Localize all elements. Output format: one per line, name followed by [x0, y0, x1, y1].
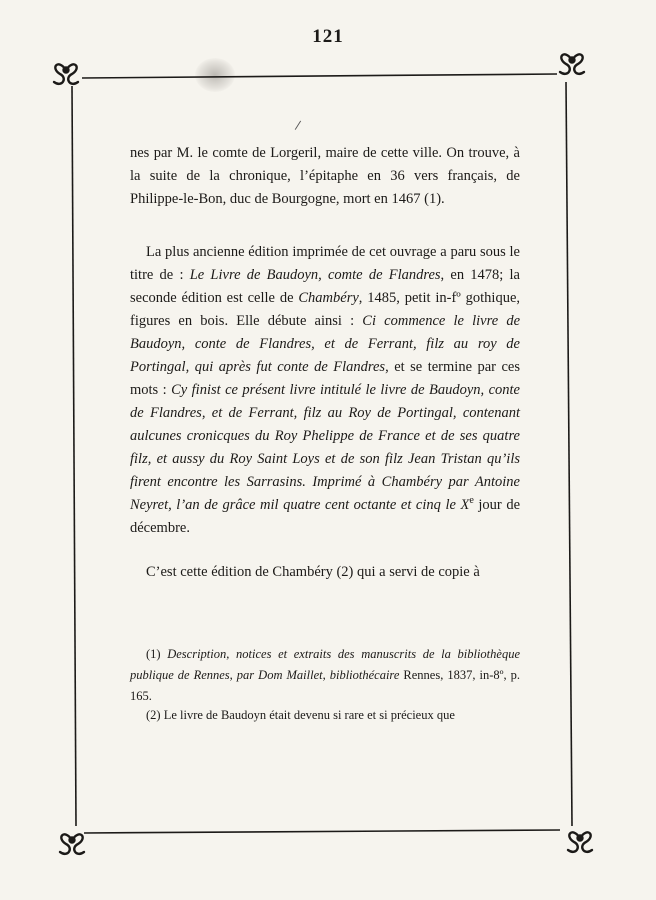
- frame-left-line: [72, 86, 76, 826]
- corner-ornament-top-left-icon: [54, 64, 78, 84]
- text-segment: , 1485, petit in-fº gothique, figures en bois. Elle débute ainsi :: [130, 290, 520, 329]
- text-segment: La plus ancienne édition imprimée de cet ouvrage a paru sous le titre de :: [130, 244, 520, 283]
- stray-mark: /: [294, 117, 302, 133]
- text-segment: , et se termine par ces mots :: [130, 359, 520, 398]
- corner-ornament-bottom-left-icon: [60, 834, 84, 854]
- corner-ornament-bottom-right-icon: [568, 832, 592, 852]
- text-segment: , en 1478; la seconde édition est celle de: [130, 267, 520, 306]
- footnote-2: (2) Le livre de Baudoyn était devenu si rare et si précieux que: [146, 708, 455, 722]
- frame-right-line: [566, 82, 572, 826]
- text-segment: jour de décembre: [130, 497, 521, 536]
- paragraph-chambery-edition: C’est cette édition de Chambéry (2) qui a servi de copie à: [146, 564, 480, 580]
- paragraph-edition-history: [130, 241, 520, 540]
- paragraph-continuation: nes par M. le comte de Lorgeril, maire de cette ville. On trouve, à la suite de la chronique, l’épitaphe en 36 vers français, de Philippe-le-Bon, duc de Bourgogne, mort en 1467 (1).: [130, 145, 520, 207]
- frame-bottom-line: [84, 830, 560, 833]
- frame-top-line: [82, 74, 557, 78]
- explicit-quote: Cy finist ce présent livre intitulé le livre de Baudoyn, conte de Flandres, et de Ferrant, filz au Roy de Portingal, contenant aulcunes cronicques du Roy Phelippe de France et de ses quatre filz, et aussy du Roy Saint Loys et de son filz Jean Tristan qu’ils firent encontre les Sarrasins. Imprimé à Chambéry par Antoine Neyret, l’an de grâce mil quatre cent octante et cinq le X: [130, 382, 520, 513]
- footnote-1: [130, 644, 520, 707]
- footnote-marker: (1): [146, 647, 161, 661]
- footnote-citation: Description, notices et extraits des manuscrits de la bibliothèque publique de Rennes, par Dom Maillet, bibliothécaire: [130, 647, 521, 682]
- page-number: 121: [312, 26, 344, 47]
- place-name: Chambéry: [298, 290, 359, 306]
- text-segment: .: [186, 520, 190, 536]
- corner-ornament-top-right-icon: [560, 54, 584, 74]
- book-title: Le Livre de Baudoyn, comte de Flandres: [189, 267, 441, 283]
- incipit-quote: Ci commence le livre de Baudoyn, conte de Flandres, et de Ferrant, filz au roy de Portingal, qui après fut conte de Flandres: [130, 313, 521, 375]
- footnote-citation-details: Rennes, 1837, in-8º, p. 165.: [130, 668, 520, 703]
- ordinal-marker: e: [469, 495, 474, 507]
